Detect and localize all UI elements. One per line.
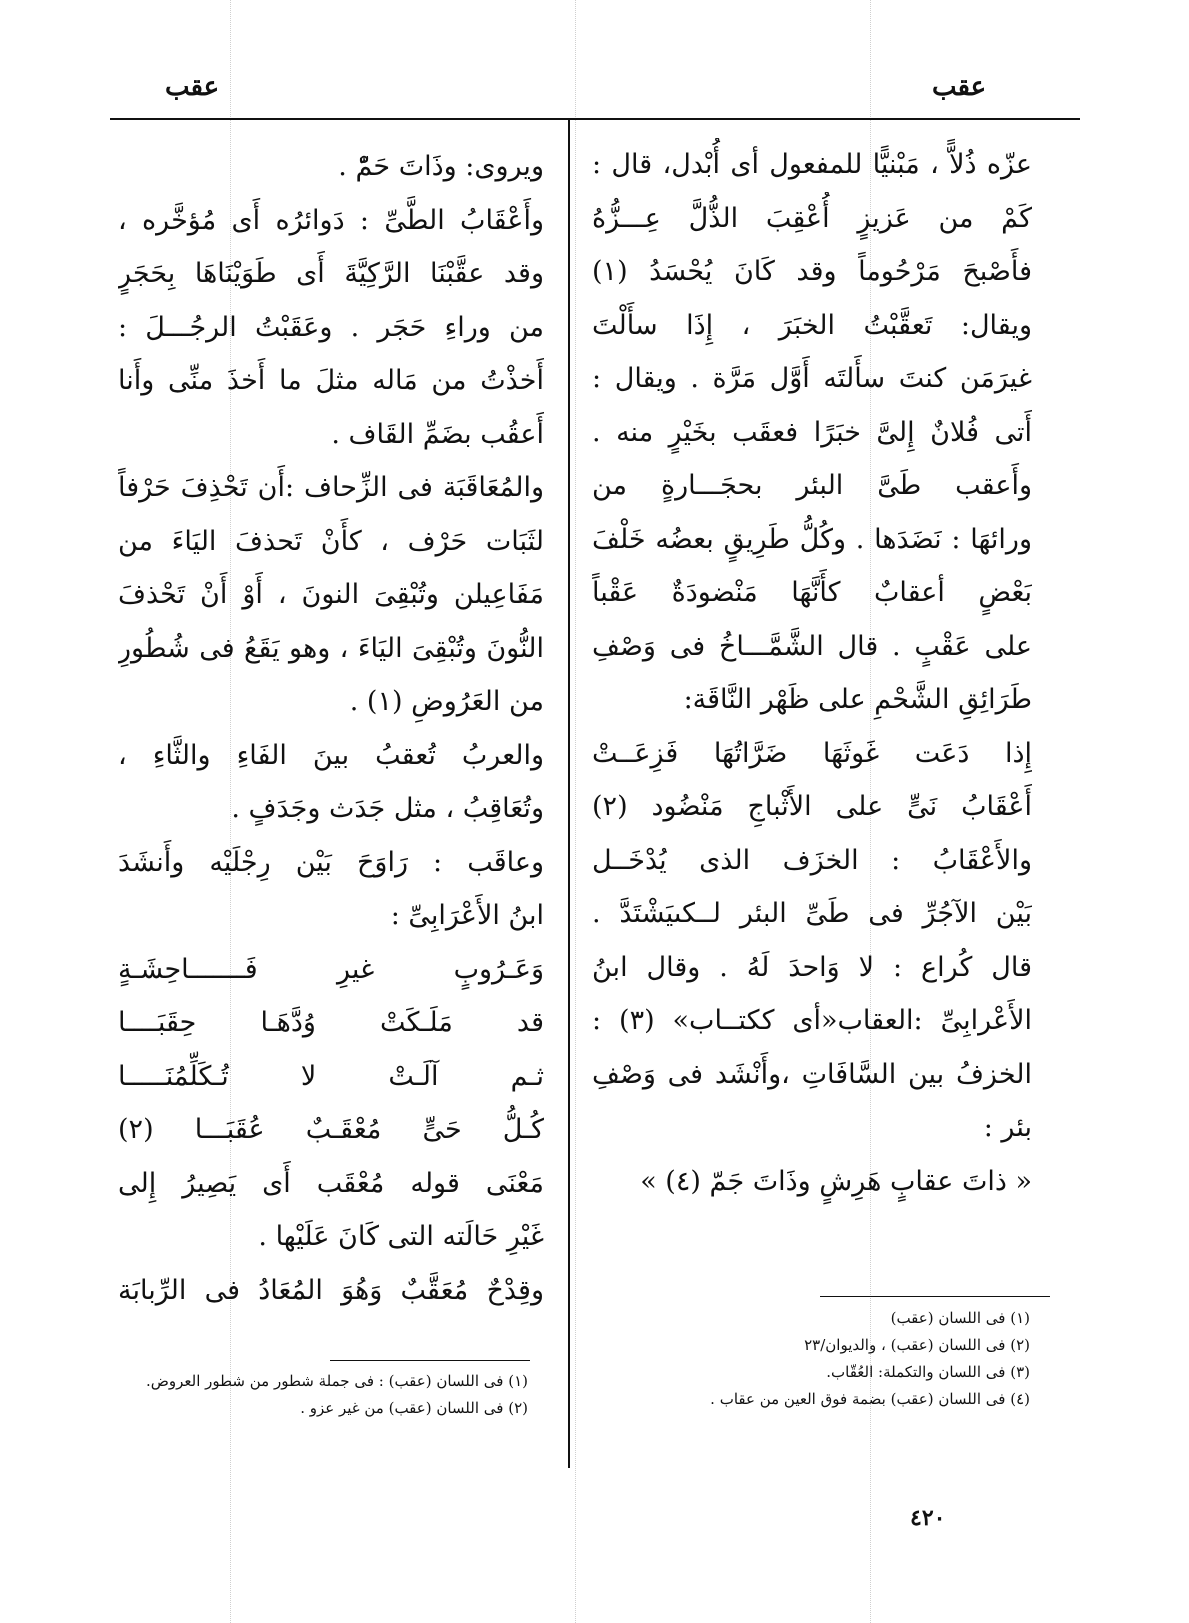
text-line: ابنُ الأَعْرَابِىِّ :: [390, 900, 544, 931]
verse-line: ثـم آلَـتْ لا تُـكَلِّمُنَـــــا: [118, 1060, 544, 1092]
verse-line: أَعْقَابُ نَىٍّ على الأَثْباجِ مَنْضُود (٢): [592, 791, 1032, 822]
page-number: ٤٢٠: [910, 1505, 946, 1531]
text-line: وعاقَب : رَاوَحَ بَيْن رِجْلَيْه وأَنشَدَ: [118, 846, 544, 878]
text-line: لثَبَات حَرْف ، كأَنْ تَحذفَ اليَاءَ من: [118, 525, 544, 557]
text-line: أَخذْتُ من مَاله مثلَ ما أَخذَ منِّى وأَنا: [118, 365, 544, 396]
text-line: بَعْضٍ أعقابٌ كأَنَّهَا مَنْضودَةٌ عَقْباً: [592, 577, 1032, 608]
verse-line: كَمْ من عَزيزٍ أُعْقِبَ الذُّلَّ عِـــزُّهُ: [592, 202, 1032, 234]
text-line: غَيْرِ حَالَته التى كَانَ عَلَيْها .: [258, 1221, 544, 1252]
text-line: غيرَمَن كنتَ سأَلتَه أَوَّل مَرَّة . ويقال :: [592, 363, 1032, 394]
text-line: من العَرُوضِ (١) .: [349, 686, 544, 717]
verse-line: فأَصْبحَ مَرْحُوماً وقد كَانَ يُحْسَدُ (١): [592, 256, 1032, 287]
text-line: أَتى فُلانٌ إِلىَّ خبَرًا فعقَب بخَيْرٍ منه .: [592, 416, 1032, 448]
text-line: مَفَاعِيلن وتُبْقِىَ النونَ ، أَوْ أَنْ تَحْذفَ: [118, 579, 544, 610]
text-line: أَعقُب بضَمِّ القَاف .: [331, 418, 544, 450]
footnote: (٢) فى اللسان (عقب) ، والديوان/٢٣: [804, 1336, 1030, 1354]
text-line: بَيْن الآجُرِّ فى طَىِّ البئر لــكىيَشْتَدَّ .: [592, 898, 1032, 929]
text-line: قال كُراع : لا وَاحدَ لَهُ . وقال ابنُ: [592, 951, 1032, 983]
left-footnotes: [118, 1368, 528, 1422]
footnote: (١) فى اللسان (عقب): [890, 1309, 1030, 1327]
text-line: على عَقْبٍ . قال الشَّمَّـــاخُ فى وَصْفِ: [592, 630, 1032, 662]
text-line: من وراءِ حَجَر . وعَقَبْتُ الرجُـــلَ :: [118, 311, 544, 343]
text-line: الأَعْرابِىِّ :العقاب«أى ككتــاب» (٣) :: [592, 1005, 1032, 1036]
text-line: النُّونَ وتُبْقِىَ اليَاءَ ، وهو يَقَعُ فى شُطُورِ: [118, 632, 544, 664]
text-line: وتُعَاقِبُ ، مثل جَدَث وجَدَفٍ .: [231, 793, 544, 824]
footnote: (٢) فى اللسان (عقب) من غير عزو .: [300, 1399, 528, 1417]
scan-crease: [575, 0, 576, 1623]
text-line: عزّه ذُلاًّ ، مَبْنيًّا للمفعول أى أُبْدل، قال :: [592, 149, 1032, 180]
text-line: طَرَائِقِ الشَّحْمِ على ظَهْر النَّاقَة:: [683, 684, 1032, 715]
text-line: ويقال: تَعقَّبْتُ الخبَرَ ، إِذَا سأَلْتَ: [592, 309, 1032, 341]
footnote: (٣) فى اللسان والتكملة: العُقّاب.: [826, 1363, 1030, 1381]
text-line: مَعْنَى قوله مُعْقَب أَى يَصِيرُ إِلى: [118, 1167, 544, 1199]
footnote-rule: [820, 1296, 1050, 1297]
text-line: بئر :: [983, 1112, 1032, 1143]
text-line: والأَعْقَابُ : الخزَف الذى يُدْخَــل: [592, 844, 1032, 876]
running-header-left: عقب: [165, 72, 220, 102]
footnote-rule: [330, 1360, 530, 1361]
footnote: (٤) فى اللسان (عقب) بضمة فوق العين من عقاب .: [710, 1390, 1030, 1408]
text-line: الخزفُ بين السَّافَاتِ ،وأَنْشَد فى وَصْفِ: [592, 1058, 1032, 1090]
verse-line: إِذا دَعَت غَوثَهَا ضَرَّاتُهَا فَزِعَــتْ: [592, 737, 1032, 769]
right-footnotes: [690, 1305, 1030, 1413]
running-header-right: عقب: [932, 72, 987, 102]
header-rule: [110, 118, 1080, 120]
text-line: وأَعْقَابُ الطَّىِّ : دَوائرُه أَى مُؤخَّره ،: [118, 204, 544, 236]
right-column: [592, 138, 1032, 1208]
verse-line: قد مَلَـكَتْ وُدَّهَـا حِقَبَــــا: [118, 1007, 544, 1038]
text-line: وقد عقَّبْنَا الرَّكِيَّةَ أَى طَوَيْنَاهَا بِحَجَرٍ: [118, 258, 544, 289]
verse-line: « ذاتَ عقابٍ هَرِشٍ وذَاتَ جَمّ (٤) »: [640, 1165, 1032, 1197]
text-line: ويروى: وذَاتَ حَمّْ .: [338, 151, 544, 182]
footnote: (١) فى اللسان (عقب) : فى جملة شطور من شطور العروض.: [145, 1372, 528, 1390]
text-line: ورائهَا : نَضَدَها . وكُلُّ طَرِيقٍ بعضُه خَلْفَ: [592, 523, 1032, 555]
text-line: والعربُ تُعقبُ بينَ الفَاءِ والثَّاءِ ،: [118, 739, 544, 771]
column-divider: [568, 118, 570, 1468]
text-line: وقِدْحٌ مُعَقَّبٌ وَهُوَ المُعَادُ فى الرِّبابَة: [118, 1274, 544, 1306]
text-line: وأَعقب طَىَّ البئر بحجَـــارةٍ من: [592, 470, 1032, 501]
verse-line: كُـلُّ حَىٍّ مُعْقَـبٌ عُقَبَـــا (٢): [118, 1114, 544, 1145]
verse-line: وَعَـرُوبٍ غيرِ فَـــــــاحِشَـةٍ: [118, 953, 544, 985]
left-column: [118, 140, 544, 1317]
text-line: والمُعَاقَبَة فى الزِّحاف :أَن تَحْذِفَ حَرْفاً: [118, 472, 544, 503]
